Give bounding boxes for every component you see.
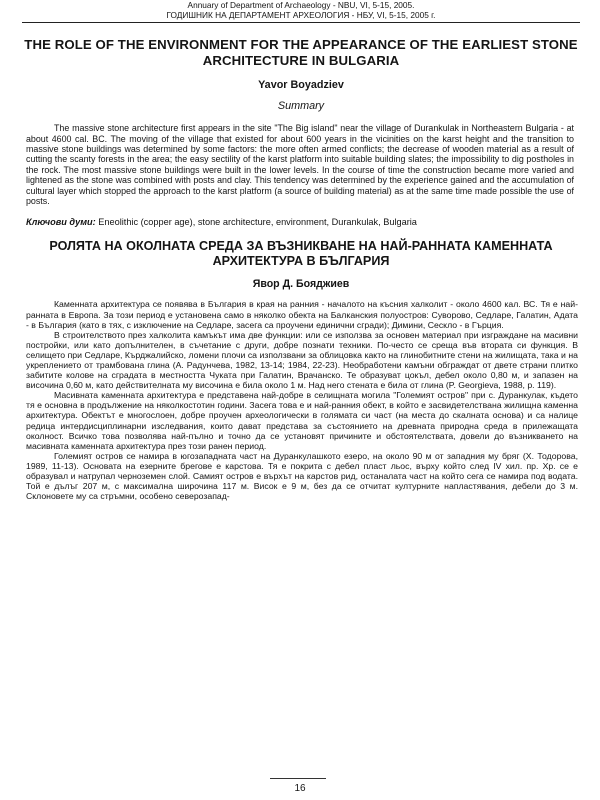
running-header xyxy=(24,0,578,20)
summary-heading: Summary xyxy=(277,100,325,113)
body-paragraph: Каменната архитектура се появява в България в края на ранния - началото на късния халколит - около 4600 кал. ВС. Тя е най-ранната в Европа. За този период е установена само в няколко обекта на Балканския полуостров: Суворово, Седларе, Галатин, Адата - в България (като в тях, с изключение на Седларе, засега са проучени единични сгради); Димини, Сескло - в Гърция. xyxy=(26,299,578,330)
header-line-bg: ГОДИШНИК НА ДЕПАРТАМЕНТ АРХЕОЛОГИЯ - НБУ, VI, 5-15, 2005 г. xyxy=(166,9,436,20)
keywords xyxy=(26,217,578,227)
page-number: 16 xyxy=(294,783,306,794)
author-english: Yavor Boyadziev xyxy=(258,79,344,92)
keywords-label: Ключови думи: xyxy=(26,217,96,228)
title-bulgarian: РОЛЯТА НА ОКОЛНАТА СРЕДА ЗА ВЪЗНИКВАНЕ НА НАЙ-РАННАТА КАМЕННАТА АРХИТЕКТУРА В БЪЛГАРИЯ xyxy=(49,239,553,269)
article-body xyxy=(26,299,578,501)
body-paragraph: В строителството през халколита камъкът има две функции: или се използва за основен материал при изграждане на масивни постройки, или като допълнителен, в съчетание с други, добре познати техники. По-често се среща във втората си функция. В селището при Седларе, Кърджалийско, ломени плочи са използвани за облицовка както на глинобитните стени на жилищата, така и на укреплението от трамбована глина (А. Радунчева, 1982, 13-14; 1984, 22-23). Необработени камъни обграждат от двете страни плитко забитите колове на сградата в местността Чуката при Галатин, Врачанско. Те образуват цокъл, дебел около 0,80 м, и запазен на височина 0,60 м, като действителната му височина е била около 1 м. Над него стената е била от глина (P. Georgieva, 1988, p. 119). xyxy=(26,329,578,391)
summary-paragraph: The massive stone architecture first appears in the site "The Big island" near the village of Durankulak in Northeastern Bulgaria - at about 4600 cal. BC. The moving of the village that existed for about 600 years in the vicinities on the karst height and the transition to massive stone buildings was determined by some factors: the more often armed conflicts; the decrease of wooden material as a result of cutting the scanty forests in the area; the easy sectility of the karst platform into suitable building slates; the impossibility to dig postholes in the rock. The most massive stone buildings were built in the lower levels. In the course of time the construction became more varied and lightened as the stone was combined with posts and clay. This tendency was determined by the experience gained and the accumulation of cultural layer which stopped the approach to the karst platform (a source of building material) as at the same time made possible the use of posts. xyxy=(26,123,574,207)
keywords-text: Eneolithic (copper age), stone architecture, environment, Durankulak, Bulgaria xyxy=(98,217,417,228)
footer-rule xyxy=(270,778,326,779)
author-bulgarian: Явор Д. Бояджиев xyxy=(252,278,350,291)
header-line-en: Annuary of Department of Archaeology - NBU, VI, 5-15, 2005. xyxy=(187,0,415,10)
header-rule xyxy=(22,22,580,23)
body-paragraph: Масивната каменната архитектура е представена най-добре в селищната могила "Големият остров" при с. Дуранкулак, където тя е основна в продължение на няколкостотин години. Засега това е и най-ранния обект, в който е засвидетелствана жилищна каменна архитектура. Обектът е многослоен, добре проучен археологически в голямата си част (на места до скалната основа) и са налице редица интердисциплинарни изследвания, които дават представа за състоянието на древната природна среда в прилежащата околност. Всичко това позволява най-пълно и точно да се установят причините и обстоятелствата, довели до възникването на масивната каменната архитектура през този ранен период. xyxy=(26,390,578,451)
body-paragraph: Големият остров се намира в югозападната част на Дуранкулашкото езеро, на около 90 м от западния му бряг (Х. Тодорова, 1989, 11-13). Основата на езерните брегове е карстова. Тя е покрита с дебел пласт льос, върху който след IV хил. пр. Хр. се е образувал и натрупал черноземен слой. Самият остров е върхът на карстов рид, останалата част на който сега се намира под водата. Той е дълъг 207 м, с максимална широчина 117 м. Висок е 9 м, без да се отчитат културните напластявания, дебели до 3 м. Склоновете му са стръмни, особено северозапад- xyxy=(26,450,578,502)
title-english: THE ROLE OF THE ENVIRONMENT FOR THE APPEARANCE OF THE EARLIEST STONE ARCHITECTURE IN BULGARIA xyxy=(24,37,578,68)
